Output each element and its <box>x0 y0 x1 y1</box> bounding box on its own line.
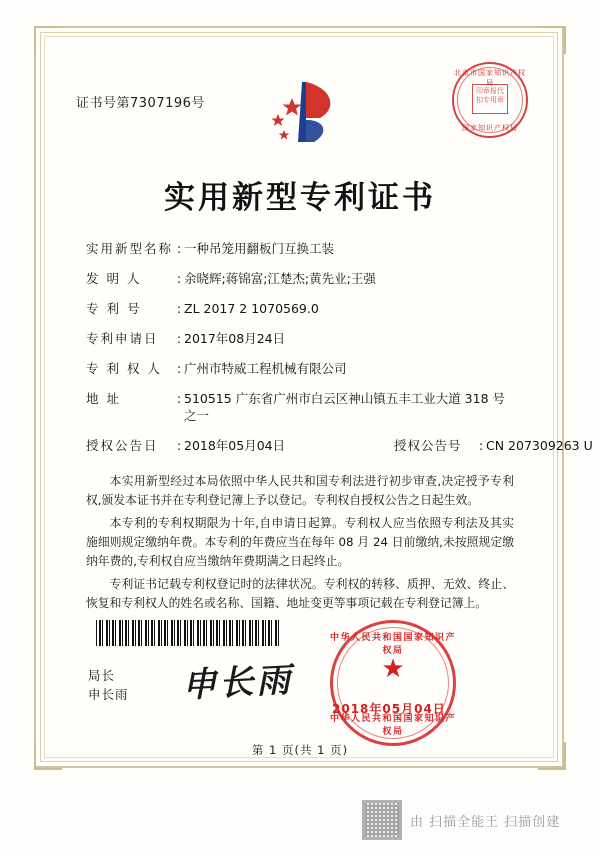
field-row-patentee <box>86 360 516 377</box>
legal-paragraph: 专利证书记载专利权登记时的法律状况。专利权的转移、质押、无效、终止、恢复和专利权人的姓名或名称、国籍、地址变更等事项记载在专利登记簿上。 <box>86 577 514 610</box>
legal-paragraph: 本实用新型经过本局依照中华人民共和国专利法进行初步审查,决定授予专利权,颁发本证书并在专利登记簿上予以登记。专利权自授权公告之日起生效。 <box>86 474 514 507</box>
field-row-patent-number <box>86 300 516 317</box>
seal-arc-bottom-text: 中华人民共和国国家知识产权局 <box>330 714 457 737</box>
signature-labels <box>88 666 129 704</box>
scanner-watermark <box>362 800 560 840</box>
field-value-secondary: CN 207309263 U <box>486 438 593 453</box>
field-value: 2018年05月04日 <box>184 438 286 453</box>
seal-top-inner-text: 印章报代扣专用章 <box>472 84 508 114</box>
legal-paragraph: 本专利的专利权期限为十年,自申请日起算。专利权人应当依照专利法及其实施细则规定缴纳年费。本专利的年费应当在每年 08 月 24 日前缴纳,未按照规定缴纳年费的,专利权自应当缴纳年费期满之日起终止。 <box>86 516 514 568</box>
field-row-application-date <box>86 330 516 347</box>
seal-arc-top-text: 中华人民共和国国家知识产权局 <box>330 633 457 656</box>
qr-code-icon <box>362 800 402 840</box>
field-colon: : <box>176 391 182 406</box>
field-label: 授权公告日 <box>86 438 159 453</box>
field-label: 实用新型名称 <box>86 241 174 256</box>
field-colon: : <box>176 331 182 346</box>
field-colon: : <box>176 271 182 286</box>
field-list <box>86 240 593 467</box>
field-row-address <box>86 390 516 424</box>
star-icon: ★ <box>381 654 405 684</box>
corner-ornament-top-right <box>538 26 566 54</box>
field-label: 专利申请日 <box>86 331 159 346</box>
legal-body-text <box>86 472 514 617</box>
agency-seal-icon <box>452 62 528 138</box>
field-value: 2017年08月24日 <box>184 331 286 346</box>
field-value: 一种吊笼用翻板门互换工装 <box>184 241 335 256</box>
field-row-inventors <box>86 270 516 287</box>
corner-ornament-top-left <box>34 26 62 54</box>
field-row-name <box>86 240 516 257</box>
seal-top-arc-text: 北京市国家知识产权局 <box>454 69 526 87</box>
field-label: 地 址 <box>86 391 121 406</box>
seal-top-bottom-arc-text: 国家知识产权局 <box>462 124 518 132</box>
national-seal-icon <box>330 620 456 746</box>
field-row-grant-announcement <box>86 437 593 454</box>
field-value: 广州市特威工程机械有限公司 <box>184 361 347 376</box>
page-title: 实用新型专利证书 <box>164 180 436 216</box>
field-colon-secondary: : <box>478 438 484 453</box>
barcode <box>96 620 281 646</box>
watermark-text: 由 扫描全能王 扫描创建 <box>410 814 561 830</box>
handwritten-signature: 申长雨 <box>181 660 295 706</box>
seal-date: 2018年05月04日 <box>332 702 446 716</box>
field-label: 发 明 人 <box>86 271 142 286</box>
field-label-secondary: 授权公告号 <box>394 438 462 453</box>
field-value: 余晓辉;蒋锦富;江楚杰;黄先业;王强 <box>184 271 376 286</box>
field-label: 专 利 权 人 <box>86 361 162 376</box>
page-number: 第 1 页(共 1 页) <box>251 743 349 757</box>
patent-office-logo-icon <box>240 78 360 156</box>
signature-title: 局长 <box>88 668 116 683</box>
field-colon: : <box>176 438 182 453</box>
field-value: 510515 广东省广州市白云区神山镇五丰工业大道 318 号之一 <box>184 391 505 423</box>
field-colon: : <box>176 301 182 316</box>
field-value: ZL 2017 2 1070569.0 <box>184 301 319 316</box>
field-label: 专 利 号 <box>86 301 142 316</box>
field-colon: : <box>176 241 182 256</box>
signature-name: 申长雨 <box>88 687 129 702</box>
field-colon: : <box>176 361 182 376</box>
certificate-number: 证书号第7307196号 <box>76 96 205 111</box>
